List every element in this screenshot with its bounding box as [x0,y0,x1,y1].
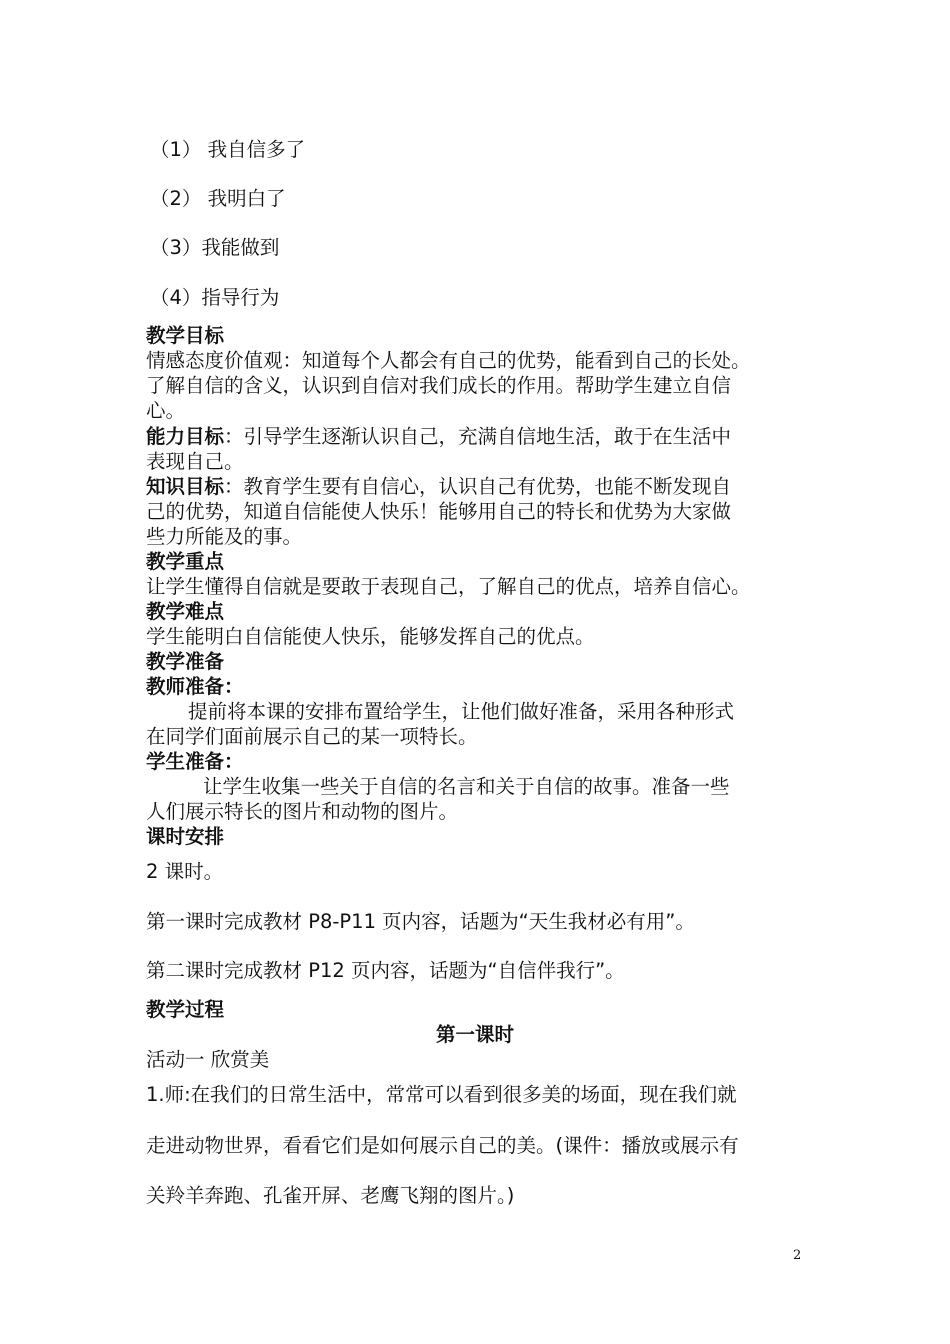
key-points-text: 让学生懂得自信就是要敢于表现自己，了解自己的优点，培养自信心。 [146,575,751,598]
difficulties-heading: 教学难点 [146,600,225,623]
emotion-goal-line: 心。 [146,399,186,422]
ability-goal-text: ：引导学生逐渐认识自己，充满自信地生活，敢于在生活中 [224,425,732,448]
student-prep-line: 人们展示特长的图片和动物的图片。 [146,800,459,823]
list-item-1: （1） 我自信多了 [150,138,306,161]
schedule-line: 2 课时。 [146,860,224,883]
knowledge-goal-line: 己的优势，知道自信能使人快乐！能够用自己的特长和优势为大家做 [146,500,732,523]
knowledge-goal-text: ：教育学生要有自信心，认识自己有优势，也能不断发现自 [224,475,732,498]
emotion-goal-line: 了解自信的含义，认识到自信对我们成长的作用。帮助学生建立自信 [146,374,732,397]
knowledge-goal-line [146,474,731,500]
teacher-prep-line: 提前将本课的安排布置给学生，让他们做好准备，采用各种形式 [188,700,735,723]
process-line: 1.师:在我们的日常生活中，常常可以看到很多美的场面，现在我们就 [146,1083,737,1106]
student-prep-line: 让学生收集一些关于自信的名言和关于自信的故事。准备一些 [203,775,730,798]
teacher-prep-label: 教师准备： [146,675,244,698]
schedule-line: 第一课时完成教材 P8-P11 页内容，话题为“天生我材必有用”。 [146,910,695,933]
schedule-line: 第二课时完成教材 P12 页内容，话题为“自信伴我行”。 [146,959,625,982]
process-heading: 教学过程 [146,998,225,1021]
activity-title: 活动一 欣赏美 [146,1048,270,1071]
list-item-3: （3）我能做到 [150,236,280,259]
student-prep-label: 学生准备： [146,750,244,773]
knowledge-goal-label: 知识目标 [146,475,225,498]
knowledge-goal-line: 些力所能及的事。 [146,525,303,548]
goals-heading: 教学目标 [146,324,225,347]
schedule-heading: 课时安排 [146,825,225,848]
prep-heading: 教学准备 [146,650,225,673]
difficulties-text: 学生能明白自信能使人快乐，能够发挥自己的优点。 [146,625,595,648]
list-item-4: （4）指导行为 [150,286,280,309]
page-number: 2 [793,1248,802,1263]
lesson-title: 第一课时 [435,1023,514,1046]
teacher-prep-line: 在同学们面前展示自己的某一项特长。 [146,725,478,748]
list-item-2: （2） 我明白了 [150,187,286,210]
emotion-goal-line: 情感态度价值观：知道每个人都会有自己的优势，能看到自己的长处。 [146,349,751,372]
ability-goal-label: 能力目标 [146,425,225,448]
ability-goal-line [146,424,731,450]
ability-goal-line: 表现自己。 [146,450,244,473]
process-line: 关羚羊奔跑、孔雀开屏、老鹰飞翔的图片。) [146,1184,515,1207]
process-line: 走进动物世界，看看它们是如何展示自己的美。(课件：播放或展示有 [146,1134,739,1157]
key-points-heading: 教学重点 [146,550,225,573]
